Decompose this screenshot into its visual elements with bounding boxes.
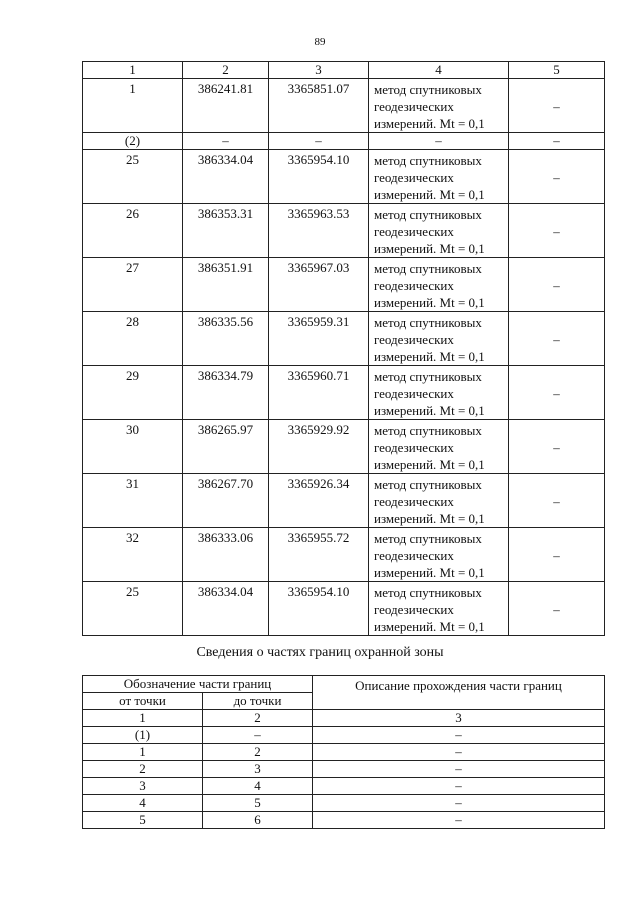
point-cell: 29 [83, 366, 183, 420]
table-row [83, 812, 605, 829]
table-row [83, 150, 605, 204]
column-header: 2 [183, 62, 269, 79]
table-row [83, 744, 605, 761]
point-cell: 26 [83, 204, 183, 258]
description-cell: – [313, 778, 605, 795]
x-coordinate-cell: 386353.31 [183, 204, 269, 258]
from-point-cell: 2 [83, 761, 203, 778]
x-coordinate-cell: 386334.79 [183, 366, 269, 420]
table-row [83, 133, 605, 150]
y-coordinate-cell: 3365926.34 [269, 474, 369, 528]
to-point-cell: 2 [203, 744, 313, 761]
from-point-header: от точки [83, 693, 203, 710]
column-number: 3 [313, 710, 605, 727]
point-cell: 1 [83, 79, 183, 133]
page-number: 89 [314, 36, 326, 48]
method-cell [369, 474, 509, 528]
point-cell: 25 [83, 150, 183, 204]
coordinates-body [83, 79, 605, 636]
from-point-cell: 5 [83, 812, 203, 829]
method-line: метод спутниковых [374, 585, 482, 600]
method-line: измерений. Mt = 0,1 [374, 241, 485, 256]
error-cell: – [509, 150, 605, 204]
coordinates-header-row [83, 62, 605, 79]
method-line: метод спутниковых [374, 261, 482, 276]
description-cell: – [313, 812, 605, 829]
y-coordinate-cell: 3365929.92 [269, 420, 369, 474]
description-cell: – [313, 744, 605, 761]
error-cell: – [509, 204, 605, 258]
method-line: измерений. Mt = 0,1 [374, 457, 485, 472]
method-line: геодезических [374, 170, 454, 185]
method-line: – [435, 133, 442, 148]
column-header: 4 [369, 62, 509, 79]
parts-body [83, 727, 605, 829]
table-row [83, 761, 605, 778]
x-coordinate-cell: – [183, 133, 269, 150]
method-line: метод спутниковых [374, 315, 482, 330]
boundary-parts-table [82, 675, 605, 829]
table-row [83, 312, 605, 366]
table-row [83, 204, 605, 258]
table-row [83, 258, 605, 312]
column-header: 1 [83, 62, 183, 79]
table-row [83, 778, 605, 795]
x-coordinate-cell: 386335.56 [183, 312, 269, 366]
y-coordinate-cell: 3365954.10 [269, 582, 369, 636]
point-cell: (2) [83, 133, 183, 150]
error-cell: – [509, 133, 605, 150]
method-line: геодезических [374, 224, 454, 239]
method-cell [369, 79, 509, 133]
from-point-cell: 1 [83, 744, 203, 761]
method-cell [369, 150, 509, 204]
method-line: измерений. Mt = 0,1 [374, 349, 485, 364]
method-line: метод спутниковых [374, 531, 482, 546]
error-cell: – [509, 474, 605, 528]
method-line: метод спутниковых [374, 477, 482, 492]
error-cell: – [509, 366, 605, 420]
method-line: геодезических [374, 440, 454, 455]
method-cell [369, 366, 509, 420]
method-line: геодезических [374, 332, 454, 347]
from-point-cell: (1) [83, 727, 203, 744]
point-cell: 27 [83, 258, 183, 312]
method-line: геодезических [374, 278, 454, 293]
description-header: Описание прохождения части границ [313, 676, 605, 710]
x-coordinate-cell: 386265.97 [183, 420, 269, 474]
point-cell: 32 [83, 528, 183, 582]
description-cell: – [313, 727, 605, 744]
method-line: измерений. Mt = 0,1 [374, 619, 485, 634]
table-row [83, 420, 605, 474]
point-cell: 30 [83, 420, 183, 474]
x-coordinate-cell: 386333.06 [183, 528, 269, 582]
method-line: метод спутниковых [374, 153, 482, 168]
point-cell: 31 [83, 474, 183, 528]
group-header: Обозначение части границ [83, 676, 313, 693]
from-point-cell: 3 [83, 778, 203, 795]
description-cell: – [313, 795, 605, 812]
parts-numbering-row [83, 710, 605, 727]
method-cell [369, 582, 509, 636]
method-line: геодезических [374, 99, 454, 114]
error-cell: – [509, 312, 605, 366]
table-row [83, 528, 605, 582]
table-row [83, 582, 605, 636]
method-cell [369, 204, 509, 258]
method-cell [369, 420, 509, 474]
method-line: измерений. Mt = 0,1 [374, 511, 485, 526]
method-line: измерений. Mt = 0,1 [374, 116, 485, 131]
error-cell: – [509, 258, 605, 312]
column-header: 5 [509, 62, 605, 79]
method-line: метод спутниковых [374, 423, 482, 438]
y-coordinate-cell: 3365851.07 [269, 79, 369, 133]
to-point-cell: – [203, 727, 313, 744]
error-cell: – [509, 528, 605, 582]
to-point-header: до точки [203, 693, 313, 710]
y-coordinate-cell: 3365963.53 [269, 204, 369, 258]
x-coordinate-cell: 386351.91 [183, 258, 269, 312]
method-cell [369, 133, 509, 150]
column-number: 2 [203, 710, 313, 727]
y-coordinate-cell: – [269, 133, 369, 150]
table-row [83, 366, 605, 420]
column-number: 1 [83, 710, 203, 727]
x-coordinate-cell: 386241.81 [183, 79, 269, 133]
section-title: Сведения о частях границ охранной зоны [196, 645, 444, 660]
y-coordinate-cell: 3365955.72 [269, 528, 369, 582]
method-line: геодезических [374, 494, 454, 509]
table-row [83, 795, 605, 812]
point-cell: 28 [83, 312, 183, 366]
error-cell: – [509, 582, 605, 636]
method-line: метод спутниковых [374, 369, 482, 384]
to-point-cell: 3 [203, 761, 313, 778]
method-line: геодезических [374, 386, 454, 401]
method-line: метод спутниковых [374, 207, 482, 222]
coordinates-table [82, 61, 605, 636]
table-row [83, 474, 605, 528]
x-coordinate-cell: 386334.04 [183, 150, 269, 204]
y-coordinate-cell: 3365959.31 [269, 312, 369, 366]
x-coordinate-cell: 386334.04 [183, 582, 269, 636]
method-cell [369, 528, 509, 582]
y-coordinate-cell: 3365954.10 [269, 150, 369, 204]
method-line: измерений. Mt = 0,1 [374, 565, 485, 580]
method-cell [369, 258, 509, 312]
method-line: измерений. Mt = 0,1 [374, 295, 485, 310]
error-cell: – [509, 79, 605, 133]
to-point-cell: 4 [203, 778, 313, 795]
method-line: геодезических [374, 548, 454, 563]
parts-header-row [83, 676, 605, 693]
x-coordinate-cell: 386267.70 [183, 474, 269, 528]
y-coordinate-cell: 3365967.03 [269, 258, 369, 312]
description-cell: – [313, 761, 605, 778]
table-row [83, 79, 605, 133]
error-cell: – [509, 420, 605, 474]
method-cell [369, 312, 509, 366]
y-coordinate-cell: 3365960.71 [269, 366, 369, 420]
method-line: измерений. Mt = 0,1 [374, 187, 485, 202]
from-point-cell: 4 [83, 795, 203, 812]
to-point-cell: 5 [203, 795, 313, 812]
to-point-cell: 6 [203, 812, 313, 829]
method-line: геодезических [374, 602, 454, 617]
method-line: измерений. Mt = 0,1 [374, 403, 485, 418]
method-line: метод спутниковых [374, 82, 482, 97]
point-cell: 25 [83, 582, 183, 636]
column-header: 3 [269, 62, 369, 79]
table-row [83, 727, 605, 744]
